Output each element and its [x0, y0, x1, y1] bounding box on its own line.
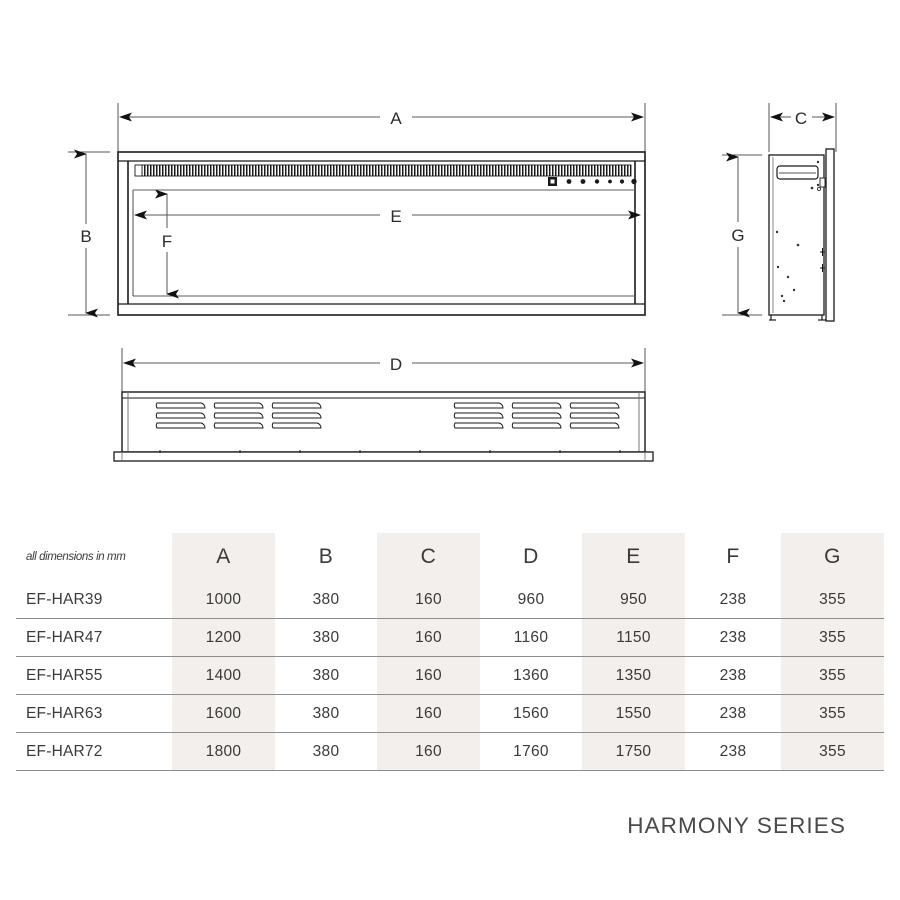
model-name: EF-HAR39 [26, 590, 103, 608]
control-dot-icon [581, 179, 586, 184]
column-header-c: C [377, 533, 480, 581]
cell-d: 1360 [480, 657, 582, 695]
cell-c: 160 [377, 733, 480, 771]
cell-d: 1160 [480, 619, 582, 657]
cell-c: 160 [377, 657, 480, 695]
cell-g: 355 [781, 695, 884, 733]
cell-e: 1150 [582, 619, 685, 657]
cell-e: 1550 [582, 695, 685, 733]
cell-b: 380 [275, 695, 377, 733]
cell-f: 238 [685, 695, 781, 733]
specification-table [16, 533, 884, 771]
cell-c: 160 [377, 619, 480, 657]
cell-e: 1750 [582, 733, 685, 771]
dimension-b [68, 152, 110, 315]
cell-b: 380 [275, 733, 377, 771]
control-dot-icon [595, 179, 599, 183]
cell-a: 1000 [172, 581, 275, 619]
control-dot-icon [567, 179, 572, 184]
svg-text:B: B [80, 227, 92, 246]
cell-g: 355 [781, 733, 884, 771]
control-dot-icon [631, 179, 636, 184]
cell-g: 355 [781, 657, 884, 695]
model-name: EF-HAR47 [16, 619, 172, 657]
cell-g: 355 [781, 581, 884, 619]
column-header-d: D [523, 545, 539, 568]
cell-b: 380 [275, 619, 377, 657]
dimension-a [118, 103, 645, 152]
svg-text:A: A [390, 109, 402, 128]
svg-text:F: F [161, 232, 173, 251]
cell-f: 238 [719, 590, 747, 608]
column-header-e: E [582, 533, 685, 581]
dimension-c [769, 103, 836, 152]
table-row [16, 733, 884, 771]
model-name: EF-HAR63 [16, 695, 172, 733]
table-header-row [16, 533, 884, 581]
model-name: EF-HAR72 [16, 733, 172, 771]
front-view-body [118, 152, 645, 315]
cell-e: 950 [582, 581, 685, 619]
column-header-b: B [318, 545, 334, 568]
dimension-d [122, 348, 645, 392]
cell-c: 160 [377, 695, 480, 733]
cell-a: 1800 [172, 733, 275, 771]
series-title: HARMONY SERIES [627, 813, 846, 838]
table-row [16, 695, 884, 733]
cell-b: 380 [312, 590, 340, 608]
cell-a: 1400 [172, 657, 275, 695]
cell-f: 238 [685, 733, 781, 771]
cell-f: 238 [685, 657, 781, 695]
cell-e: 1350 [582, 657, 685, 695]
table-row [16, 619, 884, 657]
cell-c: 160 [377, 581, 480, 619]
cell-d: 1760 [480, 733, 582, 771]
column-header-g: G [781, 533, 884, 581]
dimension-g [722, 155, 762, 315]
side-view-body [769, 149, 834, 321]
cell-g: 355 [781, 619, 884, 657]
rear-view-body [114, 392, 653, 461]
control-dot-icon [620, 179, 624, 183]
cell-b: 380 [275, 657, 377, 695]
cell-a: 1200 [172, 619, 275, 657]
column-header-a: A [172, 533, 275, 581]
units-note: all dimensions in mm [26, 551, 126, 563]
cell-f: 238 [685, 619, 781, 657]
svg-text:G: G [731, 226, 745, 245]
cell-d: 1560 [480, 695, 582, 733]
svg-text:D: D [389, 355, 403, 374]
table-row [16, 657, 884, 695]
model-name: EF-HAR55 [16, 657, 172, 695]
cell-d: 960 [517, 590, 545, 608]
column-header-f: F [726, 545, 740, 568]
table-row [16, 581, 884, 619]
svg-text:C: C [794, 109, 808, 128]
svg-text:E: E [390, 207, 402, 226]
cell-a: 1600 [172, 695, 275, 733]
control-dot-icon [608, 180, 612, 184]
